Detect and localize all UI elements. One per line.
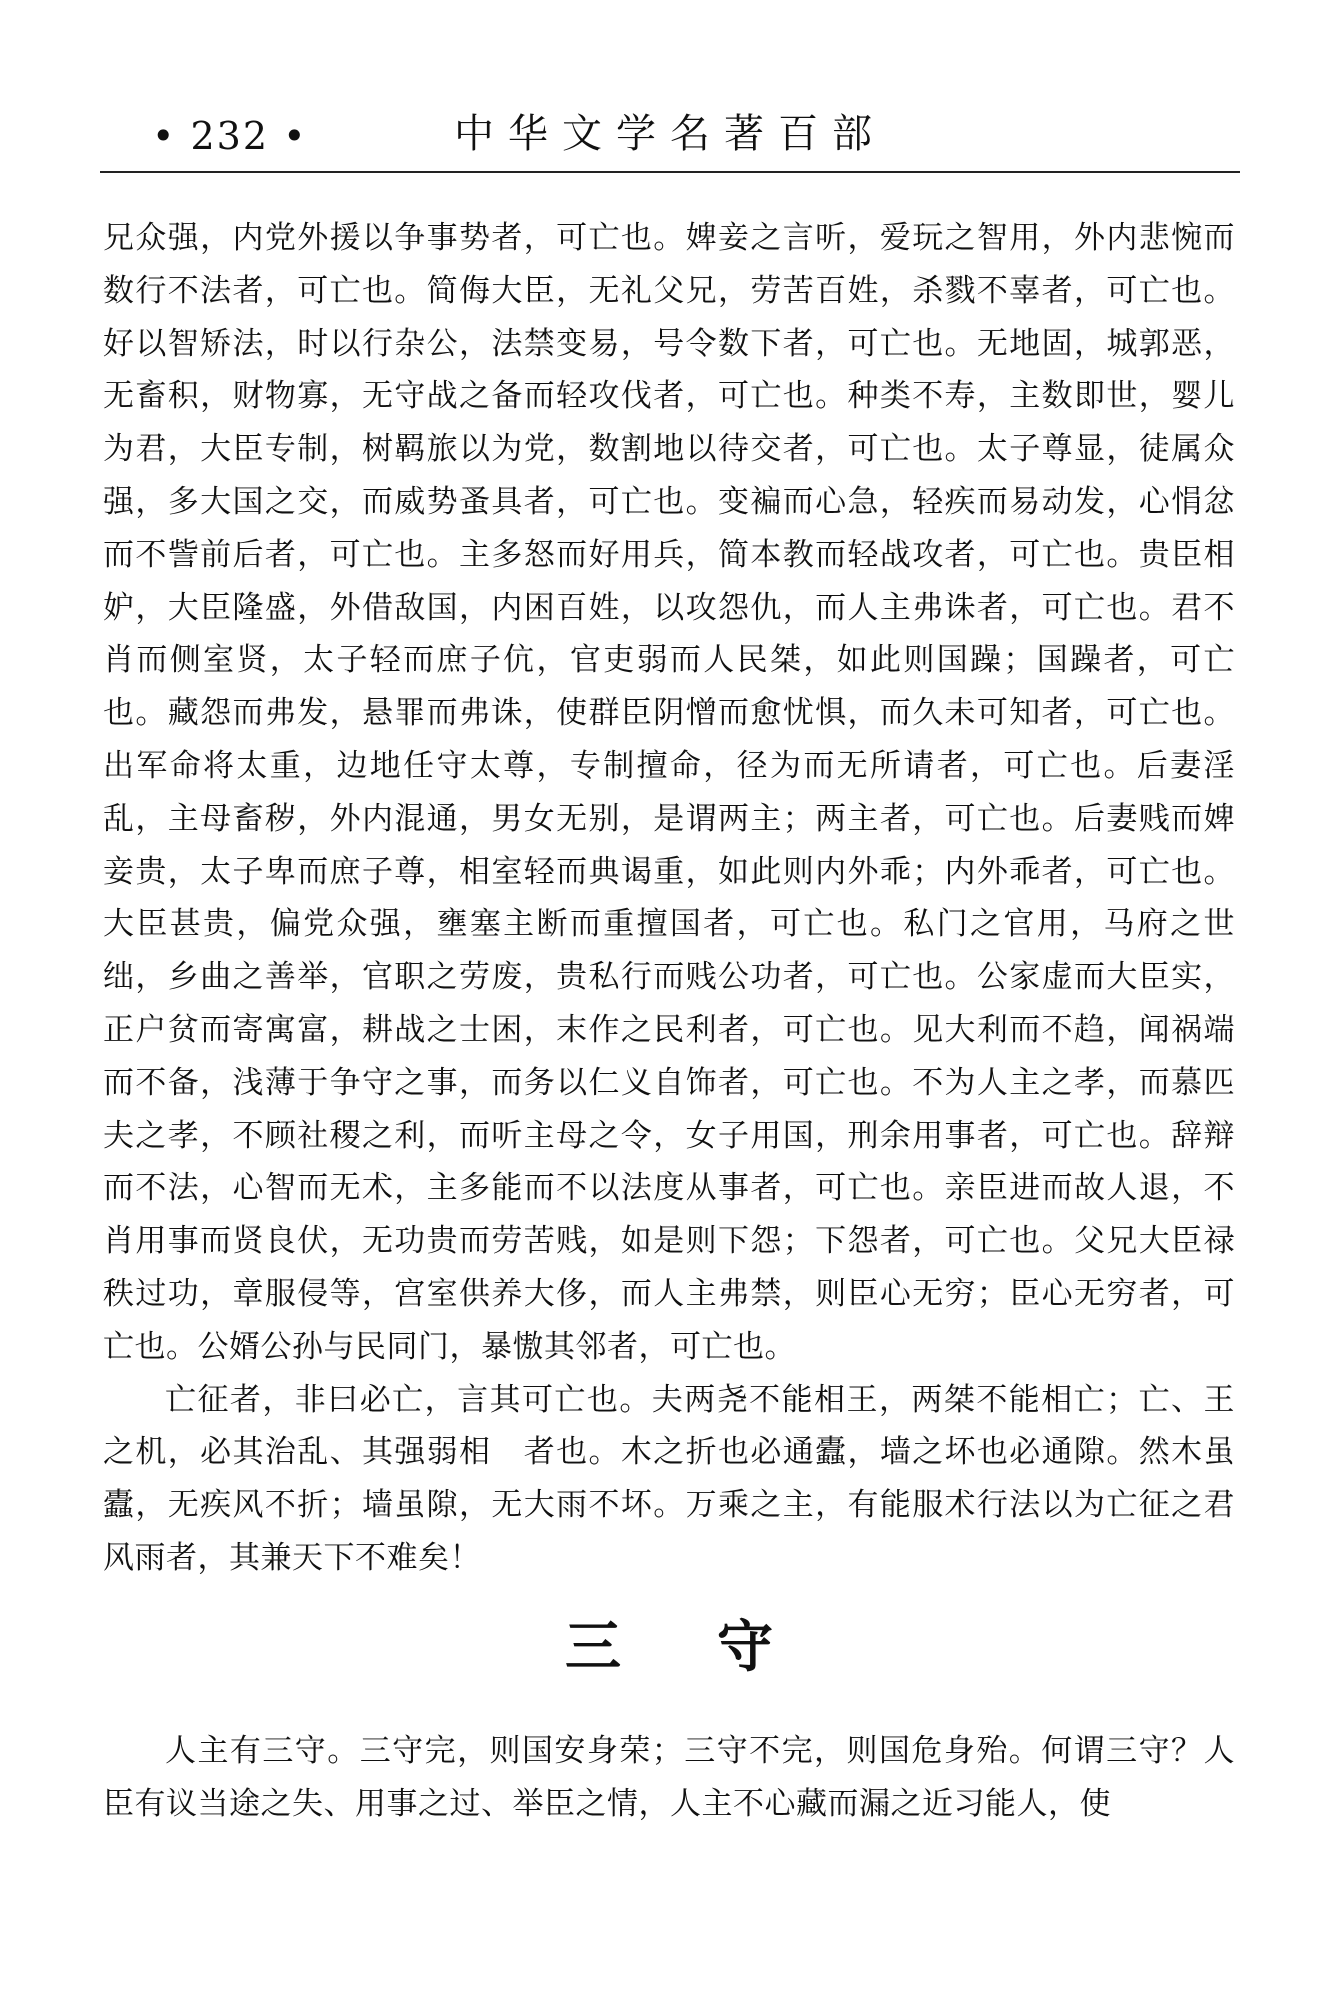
body-text <box>103 212 1235 1830</box>
page-number: • 232 • <box>152 114 308 158</box>
header-rule <box>100 171 1240 173</box>
paragraph-3: 人主有三守。三守完，则国安身荣；三守不完，则国危身殆。何谓三守？人臣有议当途之失、用事之过、举臣之情，人主不心藏而漏之近习能人，使 <box>103 1732 1235 1822</box>
running-title: 中华文学名著百部 <box>454 111 886 157</box>
page-header <box>100 108 1240 170</box>
paragraph-1: 兄众强，内党外援以争事势者，可亡也。婢妾之言听，爱玩之智用，外内悲惋而数行不法者，可亡也。简侮大臣，无礼父兄，劳苦百姓，杀戮不辜者，可亡也。好以智矫法，时以行杂公，法禁变易，号令数下者，可亡也。无地固，城郭恶，无畜积，财物寡，无守战之备而轻攻伐者，可亡也。种类不寿，主数即世，婴儿为君，大臣专制，树羁旅以为党，数割地以待交者，可亡也。太子尊显，徒属众强，多大国之交，而威势蚤具者，可亡也。变褊而心急，轻疾而易动发，心悁忿而不訾前后者，可亡也。主多怒而好用兵，简本教而轻战攻者，可亡也。贵臣相妒，大臣隆盛，外借敌国，内困百姓，以攻怨仇，而人主弗诛者，可亡也。君不肖而侧室贤，太子轻而庶子伉，官吏弱而人民桀，如此则国躁；国躁者，可亡也。藏怨而弗发，悬罪而弗诛，使群臣阴憎而愈忧惧，而久未可知者，可亡也。出军命将太重，边地任守太尊，专制擅命，径为而无所请者，可亡也。后妻淫乱，主母畜秽，外内混通，男女无别，是谓两主；两主者，可亡也。后妻贱而婢妾贵，太子卑而庶子尊，相室轻而典谒重，如此则内外乖；内外乖者，可亡也。大臣甚贵，偏党众强，壅塞主断而重擅国者，可亡也。私门之官用，马府之世绌，乡曲之善举，官职之劳废，贵私行而贱公功者，可亡也。公家虚而大臣实，正户贫而寄寓富，耕战之士困，末作之民利者，可亡也。见大利而不趋，闻祸端而不备，浅薄于争守之事，而务以仁义自饰者，可亡也。不为人主之孝，而慕匹夫之孝，不顾社稷之利，而听主母之令，女子用国，刑余用事者，可亡也。辞辩而不法，心智而无术，主多能而不以法度从事者，可亡也。亲臣进而故人退，不肖用事而贤良伏，无功贵而劳苦贱，如是则下怨；下怨者，可亡也。父兄大臣禄秩过功，章服侵等，宫室供养大侈，而人主弗禁，则臣心无穷；臣心无穷者，可亡也。公婿公孙与民同门，暴慠其邻者，可亡也。 <box>103 220 1235 1365</box>
section-title: 三守 <box>565 1613 869 1680</box>
paragraph-2: 亡征者，非曰必亡，言其可亡也。夫两尧不能相王，两桀不能相亡；亡、王之机，必其治乱、其强弱相 者也。木之折也必通蠹，墙之坏也必通隙。然木虽蠹，无疾风不折；墙虽隙，无大雨不坏。万乘之主，有能服术行法以为亡征之君风雨者，其兼天下不难矣！ <box>103 1381 1235 1576</box>
